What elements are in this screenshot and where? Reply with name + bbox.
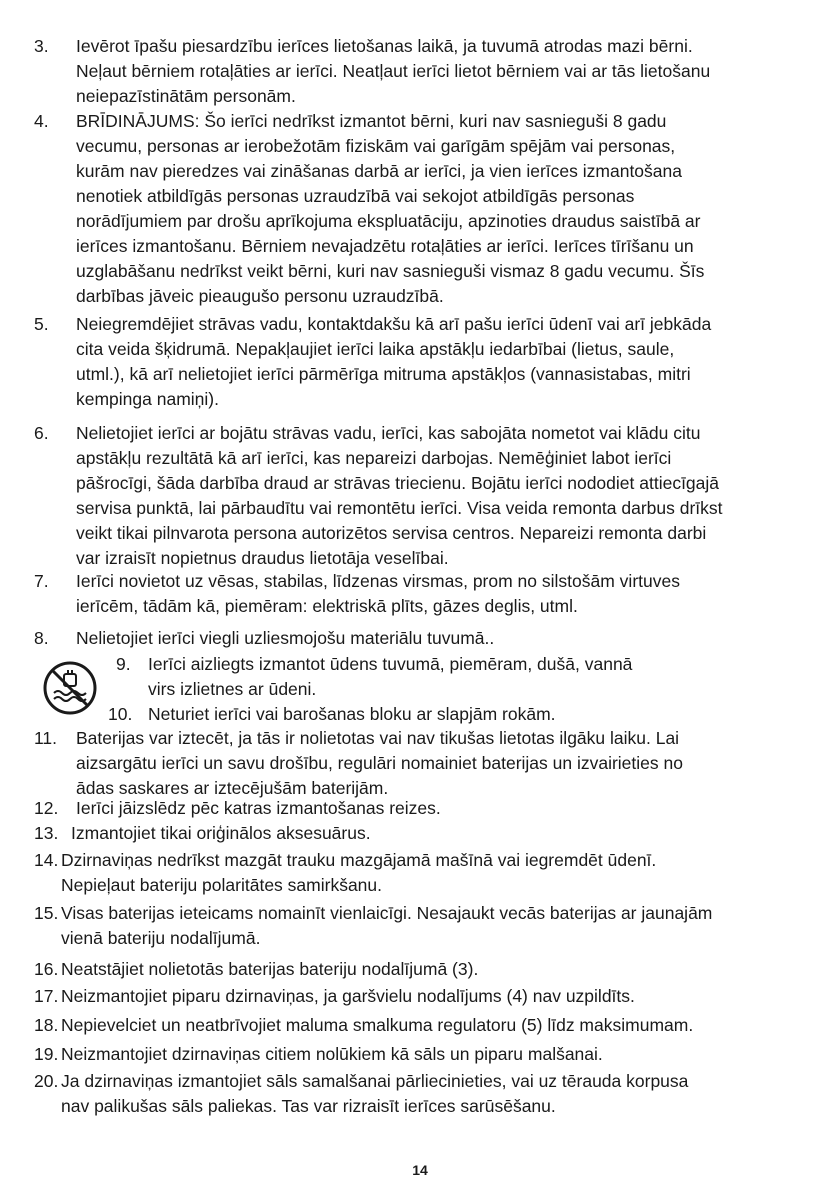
item-text-line: Neizmantojiet piparu dzirnaviņas, ja garšvielu nodalījums (4) nav uzpildīts. <box>61 986 635 1006</box>
item-number: 3. <box>34 36 49 56</box>
item-text-line: Nelietojiet ierīci ar bojātu strāvas vadu, ierīci, kas sabojāta nometot vai klādu citu <box>76 423 701 443</box>
item-text-line: pāšrocīgi, šāda darbība draud ar strāvas triecienu. Bojātu ierīci nododiet attiecīgajā <box>76 473 720 493</box>
item-text-line: Ierīci jāizslēdz pēc katras izmantošanas reizes. <box>76 798 441 818</box>
item-text-line: nav palikušas sāls paliekas. Tas var rizraisīt ierīces sarūsēšanu. <box>61 1096 556 1116</box>
item-text-line: ierīcēm, tādām kā, piemēram: elektriskā plīts, gāzes deglis, utml. <box>76 596 578 616</box>
item-text <box>76 34 710 109</box>
item-number: 11. <box>34 728 58 748</box>
item-text-line: vecumu, personas ar ierobežotām fiziskām vai garīgām spējām vai personas, <box>76 136 676 156</box>
item-text-line: Nelietojiet ierīci viegli uzliesmojošu materiālu tuvumā.. <box>76 628 495 648</box>
item-text <box>61 848 656 898</box>
item-text-line: Ja dzirnaviņas izmantojiet sāls samalšanai pārliecinieties, vai uz tērauda korpusa <box>61 1071 689 1091</box>
item-text-line: apstākļu rezultātā kā arī ierīci, kas nepareizi darbojas. Nemēģiniet labot ierīci <box>76 448 672 468</box>
item-text-line: Neatstājiet nolietotās baterijas bateriju nodalījumā (3). <box>61 959 479 979</box>
item-number: 10. <box>108 704 133 724</box>
item-text <box>76 421 723 571</box>
item-text-line: norādījumiem par drošu aprīkojuma ekspluatāciju, apzinoties draudus saistībā ar <box>76 211 701 231</box>
item-number: 5. <box>34 314 49 334</box>
item-text-line: BRĪDINĀJUMS: Šo ierīci nedrīkst izmantot bērni, kuri nav sasnieguši 8 gadu <box>76 111 667 131</box>
item-number: 6. <box>34 423 49 443</box>
item-number: 16. <box>34 959 59 979</box>
item-text <box>61 901 712 951</box>
item-number: 17. <box>34 986 59 1006</box>
item-text-line: Baterijas var iztecēt, ja tās ir nolietotas vai nav tikušas lietotas ilgāku laiku. Lai <box>76 728 680 748</box>
no-water-icon <box>42 660 98 716</box>
item-text <box>61 1069 688 1119</box>
item-text-line: Ierīci aizliegts izmantot ūdens tuvumā, piemēram, dušā, vannā <box>148 654 633 674</box>
item-text-line: Dzirnaviņas nedrīkst mazgāt trauku mazgājamā mašīnā vai iegremdēt ūdenī. <box>61 850 657 870</box>
item-text-line: cita veida šķidrumā. Nepakļaujiet ierīci laika apstākļu iedarbībai (lietus, saule, <box>76 339 675 359</box>
item-number: 14. <box>34 850 59 870</box>
item-number: 13. <box>34 823 59 843</box>
item-text-line: servisa punktā, lai pārbaudītu vai remontētu ierīci. Visa veida remonta darbus drīkst <box>76 498 723 518</box>
item-number: 18. <box>34 1015 59 1035</box>
item-text-line: utml.), kā arī nelietojiet ierīci pārmērīga mitruma apstākļos (vannasistabas, mitri <box>76 364 691 384</box>
item-text <box>148 702 556 727</box>
item-number: 7. <box>34 571 49 591</box>
item-text-line: Ierīci novietot uz vēsas, stabilas, līdzenas virsmas, prom no silstošām virtuves <box>76 571 680 591</box>
item-text <box>61 1042 603 1067</box>
item-text-line: Neļaut bērniem rotaļāties ar ierīci. Neatļaut ierīci lietot bērniem vai ar tās lietošanu <box>76 61 711 81</box>
item-text-line: Nepievelciet un neatbrīvojiet maluma smalkuma regulatoru (5) līdz maksimumam. <box>61 1015 694 1035</box>
item-text-line: Neiegremdējiet strāvas vadu, kontaktdakšu kā arī pašu ierīci ūdenī vai arī jebkāda <box>76 314 712 334</box>
item-text-line: var izraisīt nopietnus draudus lietotāja veselībai. <box>76 548 449 568</box>
item-text-line: kempinga namiņi). <box>76 389 219 409</box>
item-text-line: Neturiet ierīci vai barošanas bloku ar slapjām rokām. <box>148 704 556 724</box>
item-text <box>76 312 711 412</box>
item-number: 8. <box>34 628 49 648</box>
item-text-line: Izmantojiet tikai oriģinālos aksesuārus. <box>71 823 371 843</box>
item-text-line: virs izlietnes ar ūdeni. <box>148 679 317 699</box>
item-text <box>76 569 680 619</box>
item-text-line: Ievērot īpašu piesardzību ierīces lietošanas laikā, ja tuvumā atrodas mazi bērni. <box>76 36 693 56</box>
item-text-line: vienā bateriju nodalījumā. <box>61 928 261 948</box>
item-number: 19. <box>34 1044 59 1064</box>
item-text <box>76 726 683 801</box>
item-text <box>61 984 635 1009</box>
item-text-line: neiepazīstinātām personām. <box>76 86 296 106</box>
item-text-line: ierīces izmantošanu. Bērniem nevajadzētu rotaļāties ar ierīci. Ierīces tīrīšanu un <box>76 236 694 256</box>
item-text <box>71 821 371 846</box>
item-text <box>61 957 478 982</box>
item-number: 4. <box>34 111 49 131</box>
item-text <box>76 796 441 821</box>
item-text-line: Visas baterijas ieteicams nomainīt vienlaicīgi. Nesajaukt vecās baterijas ar jaunajām <box>61 903 713 923</box>
page-number: 14 <box>412 1162 428 1178</box>
item-text-line: ādas saskares ar iztecējušām baterijām. <box>76 778 389 798</box>
item-text-line: nenotiek atbildīgās personas uzraudzībā vai sekojot atbildīgās personas <box>76 186 635 206</box>
item-text-line: Nepieļaut bateriju polaritātes samirkšanu. <box>61 875 382 895</box>
item-text-line: darbības jāveic pieaugušo personu uzraudzībā. <box>76 286 444 306</box>
item-text <box>61 1013 693 1038</box>
item-text-line: veikt tikai pilnvarota persona autorizētos servisa centros. Nepareizi remonta darbi <box>76 523 707 543</box>
item-text <box>148 652 632 702</box>
item-text-line: kurām nav pieredzes vai zināšanas darbā ar ierīci, ja vien ierīces izmantošana <box>76 161 682 181</box>
item-text-line: Neizmantojiet dzirnaviņas citiem nolūkiem kā sāls un piparu malšanai. <box>61 1044 603 1064</box>
item-number: 9. <box>116 654 131 674</box>
item-text <box>76 626 494 651</box>
item-text-line: aizsargātu ierīci un savu drošību, regulāri nomainiet baterijas un izvairieties no <box>76 753 683 773</box>
item-number: 20. <box>34 1071 59 1091</box>
item-number: 12. <box>34 798 59 818</box>
item-text <box>76 109 704 309</box>
item-text-line: uzglabāšanu nedrīkst veikt bērni, kuri nav sasnieguši vismaz 8 gadu vecumu. Šīs <box>76 261 705 281</box>
item-number: 15. <box>34 903 59 923</box>
